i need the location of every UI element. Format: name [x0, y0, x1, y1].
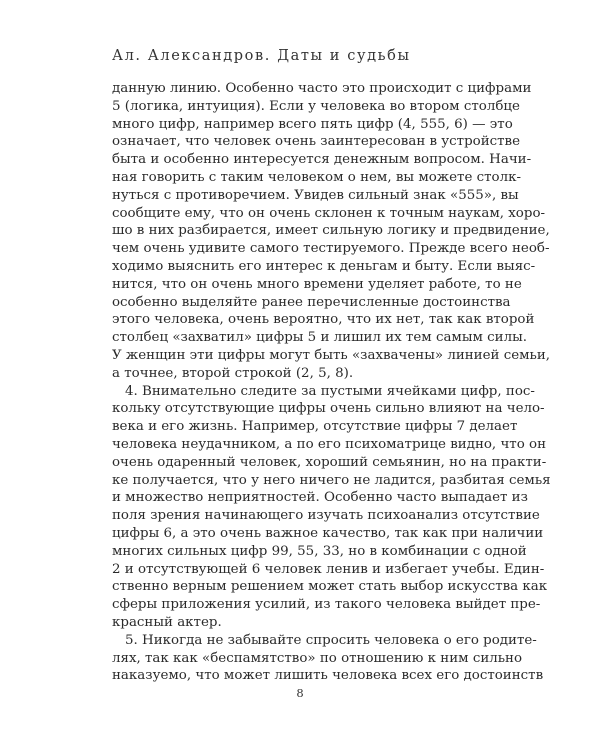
text-line: красный актер. — [112, 614, 222, 630]
text-line: 4. Внимательно следите за пустыми ячейками цифр, пос- — [125, 383, 535, 399]
text-line: ная говорить с таким человеком о нем, вы можете столк- — [112, 169, 521, 185]
text-line: быта и особенно интересуется денежным вопросом. Начи- — [112, 152, 532, 168]
text-line: многих сильных цифр 99, 55, 33, но в комбинации с одной — [112, 543, 527, 559]
text-line: 5 (логика, интуиция). Если у человека во втором столбце — [112, 98, 520, 114]
text-line: а точнее, второй строкой (2, 5, 8). — [112, 365, 354, 381]
text-line: наказуемо, что может лишить человека всех его достоинств — [112, 668, 544, 684]
text-line: У женщин эти цифры могут быть «захвачены» линией семьи, — [112, 347, 551, 363]
text-line: ке получается, что у него ничего не ладится, разбитая семья — [112, 472, 551, 488]
text-line: шо в них разбирается, имеет сильную логику и предвидение, — [112, 223, 550, 239]
text-line: данную линию. Особенно часто это происходит с цифрами — [112, 81, 532, 96]
text-line: поля зрения начинающего изучать психоанализ отсутствие — [112, 508, 540, 524]
text-line: века и его жизнь. Например, отсутствие цифры 7 делает — [112, 419, 518, 435]
text-line: человека неудачником, а по его психоматрице видно, что он — [112, 436, 547, 452]
text-line: ходимо выяснить его интерес к деньгам и быту. Если выяс- — [112, 258, 536, 274]
running-header: Ал. Александров. Даты и судьбы — [112, 48, 411, 64]
text-line: этого человека, очень вероятно, что их нет, так как второй — [112, 312, 535, 328]
text-line: означает, что человек очень заинтересован в устройстве — [112, 134, 521, 150]
page-number: 8 — [296, 686, 304, 700]
text-line: нится, что он очень много времени уделяет работе, то не — [112, 276, 522, 292]
text-line: сообщите ему, что он очень склонен к точным наукам, хоро- — [112, 205, 546, 221]
text-line: много цифр, например всего пять цифр (4, 555, 6) — это — [112, 116, 513, 132]
text-line: и множество неприятностей. Особенно часто выпадает из — [112, 490, 528, 506]
text-line: 5. Никогда не забывайте спросить человека о его родите- — [125, 632, 537, 648]
text-line: цифры 6, а это очень важное качество, так как при наличии — [112, 525, 544, 541]
text-line: столбец «захватил» цифры 5 и лишил их тем самым силы. — [112, 330, 528, 346]
text-line: нуться с противоречием. Увидев сильный знак «555», вы — [112, 187, 519, 203]
text-line: 2 и отсутствующей 6 человек ленив и избегает учебы. Един- — [112, 561, 545, 577]
text-line: очень одаренный человек, хороший семьянин, но на практи- — [112, 454, 547, 470]
text-line: кольку отсутствующие цифры очень сильно влияют на чело- — [112, 401, 545, 417]
text-line: лях, так как «беспамятство» по отношению к ним сильно — [112, 650, 523, 666]
text-line: сферы приложения усилий, из такого человека выйдет пре- — [112, 597, 541, 613]
text-line: чем очень удивите самого тестируемого. Прежде всего необ- — [112, 241, 550, 257]
text-line: особенно выделяйте ранее перечисленные достоинства — [112, 294, 511, 310]
body-text — [112, 80, 551, 685]
text-line: ственно верным решением может стать выбор искусства как — [112, 579, 548, 595]
